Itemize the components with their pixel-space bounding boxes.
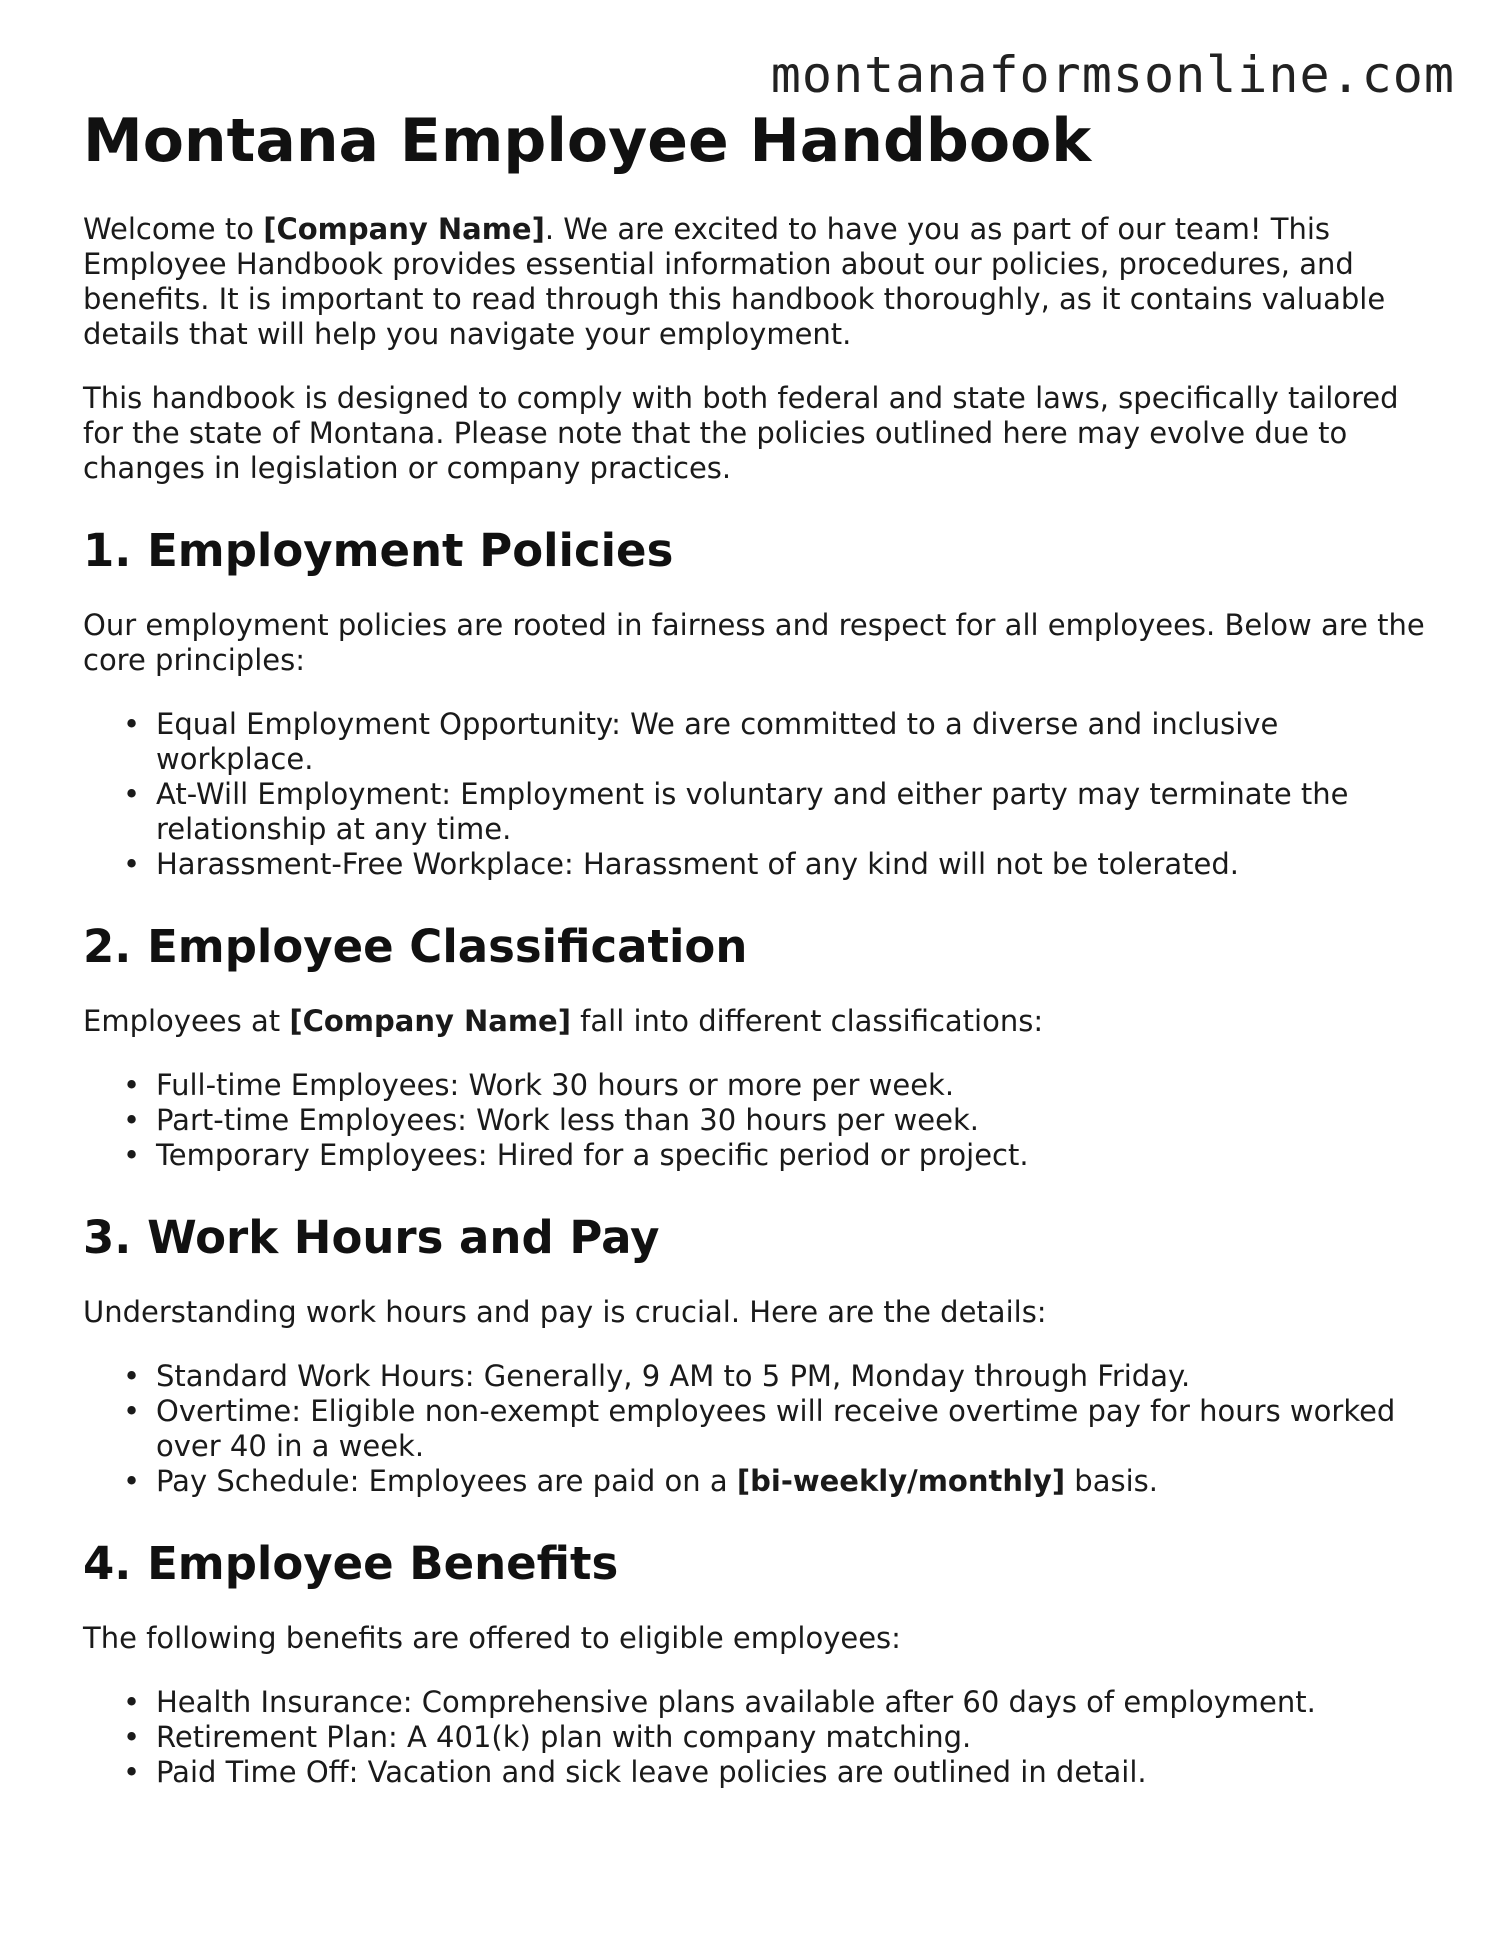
list-item-text: Equal Employment Opportunity: We are committed to a diverse and inclusive workplace. [156,707,1279,776]
bullet-icon: • [123,1068,141,1102]
bullet-icon: • [123,1394,141,1428]
section-heading-work-hours-and-pay: 3. Work Hours and Pay [83,1211,660,1264]
section-intro-employee-benefits: The following benefits are offered to eligible employees: [83,1621,901,1655]
work-hours-and-pay-list [83,1359,1428,1499]
list-item-text: Health Insurance: Comprehensive plans available after 60 days of employment. [156,1685,1316,1719]
section-intro-employee-classification [83,1004,1428,1039]
bullet-icon: • [123,1464,141,1498]
list-item [123,1394,1428,1464]
section-heading-employee-classification: 2. Employee Classification [83,920,748,973]
list-item-text: Temporary Employees: Hired for a specific period or project. [156,1138,1029,1172]
document-title: Montana Employee Handbook [83,106,1092,176]
list-item [123,1359,1428,1394]
list-item-text: Harassment-Free Workplace: Harassment of any kind will not be tolerated. [156,847,1239,881]
list-item [123,1138,1428,1173]
list-item [123,1685,1428,1720]
company-name-placeholder: [Company Name] [289,1004,571,1038]
bullet-icon: • [123,1103,141,1137]
bullet-icon: • [123,1755,141,1789]
bullet-icon: • [123,1720,141,1754]
intro-paragraph-1 [83,212,1428,352]
list-item [123,1755,1428,1790]
list-item [123,1464,1428,1499]
list-item [123,847,1428,882]
list-item-text: At-Will Employment: Employment is voluntary and either party may terminate the relationship at any time. [156,777,1349,846]
employee-classification-list [83,1068,1428,1173]
bullet-icon: • [123,1685,141,1719]
list-item [123,1068,1428,1103]
bullet-icon: • [123,1359,141,1393]
list-item [123,707,1428,777]
intro-text-before: Welcome to [83,212,264,246]
list-item [123,1720,1428,1755]
intro-text-after: . We are excited to have you as part of our team! This Employee Handbook provides essential information about our policies, procedures, and benefits. It is important to read through this handbook thoroughly, as it contains valuable details that will help you navigate your employment. [83,212,1386,351]
pay-schedule-text-before: Pay Schedule: Employees are paid on a [156,1464,737,1498]
section-intro-text-after: fall into different classifications: [570,1004,1044,1038]
section-heading-employee-benefits: 4. Employee Benefits [83,1537,619,1590]
pay-schedule-text-after: basis. [1065,1464,1158,1498]
list-item [123,1103,1428,1138]
list-item [123,777,1428,847]
site-watermark: montanaformsonline.com [770,46,1455,104]
intro-paragraph-2: This handbook is designed to comply with both federal and state laws, specifically tailored for the state of Montana. Please note that the policies outlined here may evolve due to changes in legislation or company practices. [83,381,1399,485]
list-item-text: Retirement Plan: A 401(k) plan with company matching. [156,1720,972,1754]
bullet-icon: • [123,777,141,811]
list-item-text: Full-time Employees: Work 30 hours or more per week. [156,1068,955,1102]
list-item-text: Part-time Employees: Work less than 30 hours per week. [156,1103,979,1137]
pay-frequency-placeholder: [bi-weekly/monthly] [736,1464,1066,1498]
list-item-text: Overtime: Eligible non-exempt employees will receive overtime pay for hours worked over 40 in a week. [156,1394,1396,1463]
bullet-icon: • [123,1138,141,1172]
bullet-icon: • [123,847,141,881]
employment-policies-list [83,707,1428,882]
company-name-placeholder: [Company Name] [263,212,545,246]
list-item-text: Paid Time Off: Vacation and sick leave policies are outlined in detail. [156,1755,1147,1789]
list-item-text: Standard Work Hours: Generally, 9 AM to 5 PM, Monday through Friday. [156,1359,1191,1393]
section-heading-employment-policies: 1. Employment Policies [83,524,674,577]
section-intro-text-before: Employees at [83,1004,290,1038]
section-intro-employment-policies: Our employment policies are rooted in fairness and respect for all employees. Below are the core principles: [83,608,1425,677]
section-intro-work-hours-and-pay: Understanding work hours and pay is crucial. Here are the details: [83,1295,1047,1329]
employee-benefits-list [83,1685,1428,1790]
bullet-icon: • [123,707,141,741]
document-body [83,108,1428,1790]
